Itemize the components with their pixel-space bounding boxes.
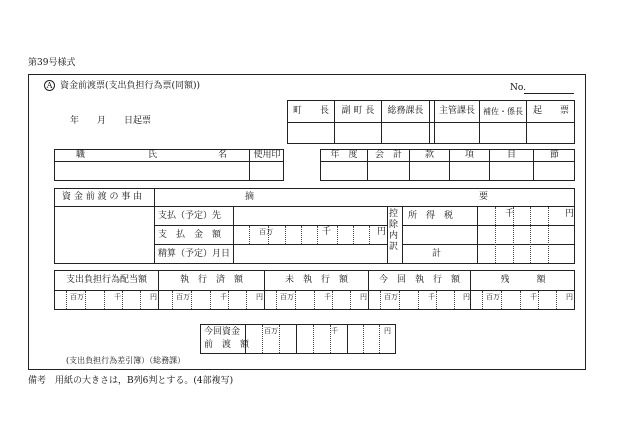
burden-4-million: 百万: [384, 293, 398, 301]
account-kan-label: 款: [424, 150, 434, 160]
burden-1-million: 百万: [70, 293, 84, 301]
burden-1-thousand: 千: [114, 293, 121, 301]
remarks-text: 備考 用紙の大きさは，B列6判とする。(4部複写): [28, 376, 234, 386]
account-moku-label: 目: [506, 150, 516, 160]
current-advance-yen: 円: [384, 327, 391, 335]
total-label: 計: [432, 249, 442, 259]
staff-title-label: 職: [76, 150, 86, 160]
staff-seal-label: 使用印: [253, 150, 281, 160]
date-line: 年 月 日起票: [70, 116, 152, 126]
amount-unit-million: 百万: [259, 228, 273, 236]
account-accounting-label: 会 計: [374, 150, 402, 160]
staff-surname-label: 氏: [148, 150, 158, 160]
no-label: No.: [510, 83, 526, 93]
staff-name-label: 名: [218, 150, 228, 160]
deduction-label: 控除内訳: [389, 209, 399, 252]
amount-unit-thousand: 千: [322, 227, 332, 237]
current-advance-label-2: 前 渡 額: [204, 340, 250, 350]
approval-header-vice-mayor: 副 町 長: [341, 106, 375, 116]
burden-header-current: 今 回 執 行 額: [378, 275, 460, 285]
tax-unit-yen: 円: [565, 209, 575, 219]
burden-4-yen: 円: [463, 293, 470, 301]
no-field[interactable]: [524, 93, 574, 94]
approval-header-deputy: 補佐・係長: [483, 107, 523, 116]
burden-3-yen: 円: [360, 293, 367, 301]
approval-header-general-affairs: 総務課長: [387, 106, 424, 116]
amount-label: 支 払 金 額: [158, 230, 222, 240]
burden-header-allotment: 支出負担行為配当額: [65, 275, 147, 285]
amount-unit-yen: 円: [377, 227, 387, 237]
form-number: 第39号様式: [28, 58, 76, 68]
burden-5-yen: 円: [566, 293, 573, 301]
burden-3-thousand: 千: [324, 293, 331, 301]
current-advance-thousand: 千: [331, 327, 338, 335]
account-kou-label: 項: [464, 150, 474, 160]
burden-5-million: 百万: [486, 293, 500, 301]
bottom-note: (支出負担行為差引簿）（総務課）: [66, 356, 186, 365]
burden-3-million: 百万: [280, 293, 294, 301]
reason-label: 資 金 前 渡 の 事 由: [62, 192, 143, 202]
account-year-label: 年 度: [330, 150, 358, 160]
payee-label: 支払（予定）先: [158, 211, 222, 221]
approval-header-mayor: 町 長: [292, 106, 329, 116]
approval-header-drafter: 起 票: [532, 106, 569, 116]
current-advance-million: 百万: [264, 327, 278, 335]
burden-header-executed: 執 行 済 額: [179, 275, 243, 285]
burden-5-thousand: 千: [530, 293, 537, 301]
burden-header-balance: 残 額: [500, 275, 546, 285]
form-title: 資金前渡票(支出負担行為票(同額)): [60, 81, 201, 91]
burden-4-thousand: 千: [428, 293, 435, 301]
account-setsu-label: 節: [549, 150, 559, 160]
current-advance-label-1: 今回資金: [204, 327, 241, 337]
approval-header-section-chief: 主管課長: [438, 106, 475, 116]
burden-2-million: 百万: [176, 293, 190, 301]
settle-date-label: 精算（予定）月日: [158, 249, 231, 259]
burden-header-unexecuted: 未 執 行 額: [284, 275, 348, 285]
burden-2-thousand: 千: [220, 293, 227, 301]
burden-2-yen: 円: [256, 293, 263, 301]
tax-unit-thousand: 千: [505, 209, 515, 219]
summary-label: 摘: [245, 192, 255, 202]
income-tax-label: 所 得 税: [408, 211, 454, 221]
circle-mark-icon: A: [44, 80, 55, 91]
burden-1-yen: 円: [150, 293, 157, 301]
summary-label-2: 要: [479, 192, 489, 202]
